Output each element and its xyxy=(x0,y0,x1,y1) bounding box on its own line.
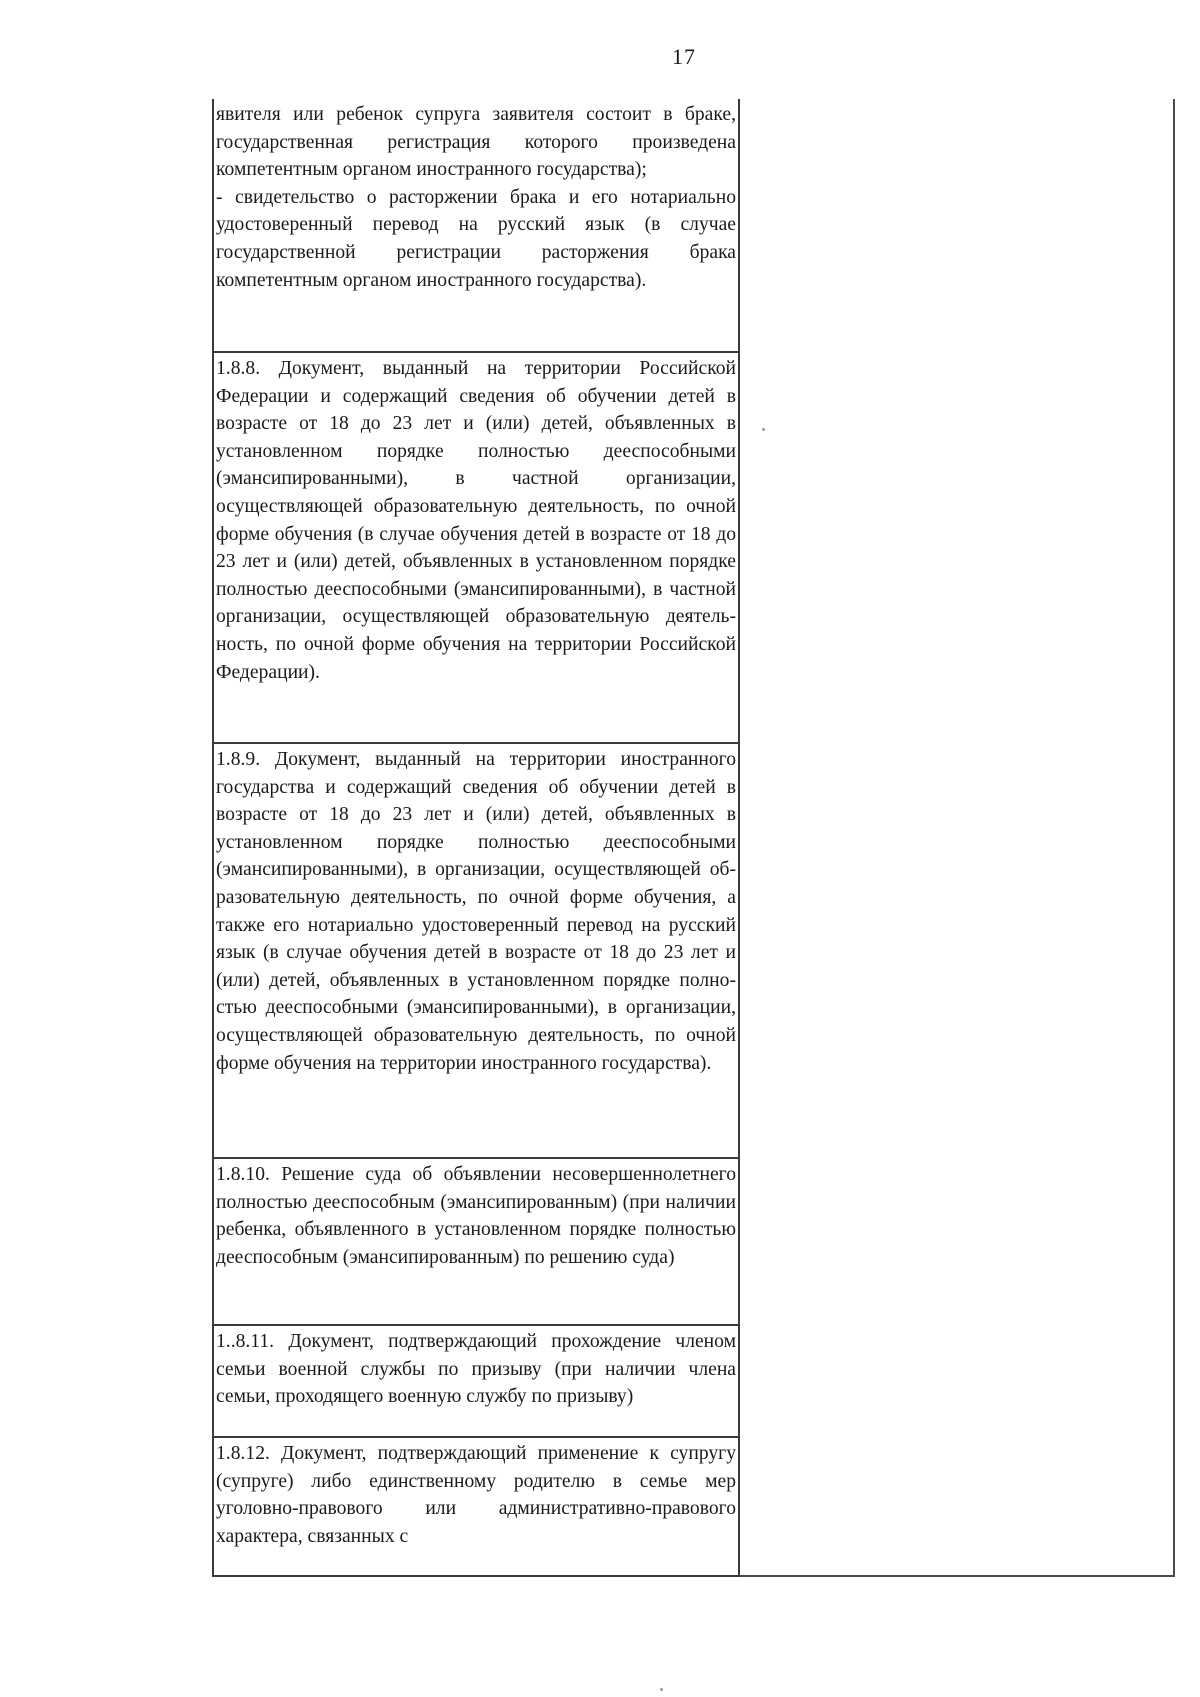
table-row xyxy=(214,1161,738,1326)
scan-speck xyxy=(660,1688,663,1691)
row-text: 1.8.8. Документ, выданный на территории Российской Федерации и содержащий сведения об обучении детей в возрасте от 18 до 23 лет и (или) детей, объявленных в установленном порядке полностью дееспособными (эмансипированными), в частной организации, осуществляющей образовательную деятельность, по очной форме обучения (в случае обучения детей в возрасте от 18 до 23 лет и (или) детей, объявленных в установленном порядке полностью дееспособными (эмансипированными), в частной организации, осуществляющей образовательную деятельность, по очной форме обучения на территории Российской Федерации). xyxy=(216,358,736,683)
row-text-continued: - свидетельство о расторжении брака и его нотариально удостоверенный перевод на русский язык (в случае государственной регистрации расторжения брака компетентным органом иностранного государства). xyxy=(216,186,736,291)
row-text: 1.8.10. Решение суда об объявлении несовершеннолетнего полностью дееспособным (эмансипированным) (при наличии ребенка, объявленного в установленном порядке полностью дееспособным (эмансипированным) по решению суда) xyxy=(216,1164,736,1268)
table-row xyxy=(214,355,738,744)
document-list-column xyxy=(212,99,740,1577)
table-row xyxy=(214,746,738,1159)
row-text: 1.8.12. Документ, подтверждающий применение к супругу (супруге) либо единственному родителю в семье мер уголовно-правового или административно-правового характера, связанных с xyxy=(216,1443,736,1547)
table-row xyxy=(214,1440,738,1577)
row-text: явителя или ребенок супруга заявителя состоит в браке, государственная регистрация которого произведена компетентным органом иностранного государства); xyxy=(216,104,736,181)
row-text: 1..8.11. Документ, подтверждающий прохождение членом семьи военной службы по призыву (при наличии члена семьи, проходящего военную службу по призыву) xyxy=(216,1331,736,1408)
scan-speck xyxy=(762,428,765,431)
empty-column xyxy=(740,99,1175,1577)
row-text: 1.8.9. Документ, выданный на территории иностранного государства и содержащий сведения об обучении детей в возрасте от 18 до 23 лет и (или) детей, объявленных в установленном порядке полностью дееспособными (эмансипированными), в организации, осуществляющей образовательную деятельность, по очной форме обучения, а также его нотариально удостоверенный перевод на русский язык (в случае обучения детей в возрасте от 18 до 23 лет и (или) детей, объявленных в установленном порядке полностью дееспособными (эмансипированными), в организации, осуществляющей образовательную деятельность, по очной форме обучения на территории иностранного государства). xyxy=(216,749,736,1074)
table-row xyxy=(214,1328,738,1438)
page-number: 17 xyxy=(672,44,696,69)
document-table xyxy=(212,99,1177,1577)
table-row xyxy=(214,101,738,353)
